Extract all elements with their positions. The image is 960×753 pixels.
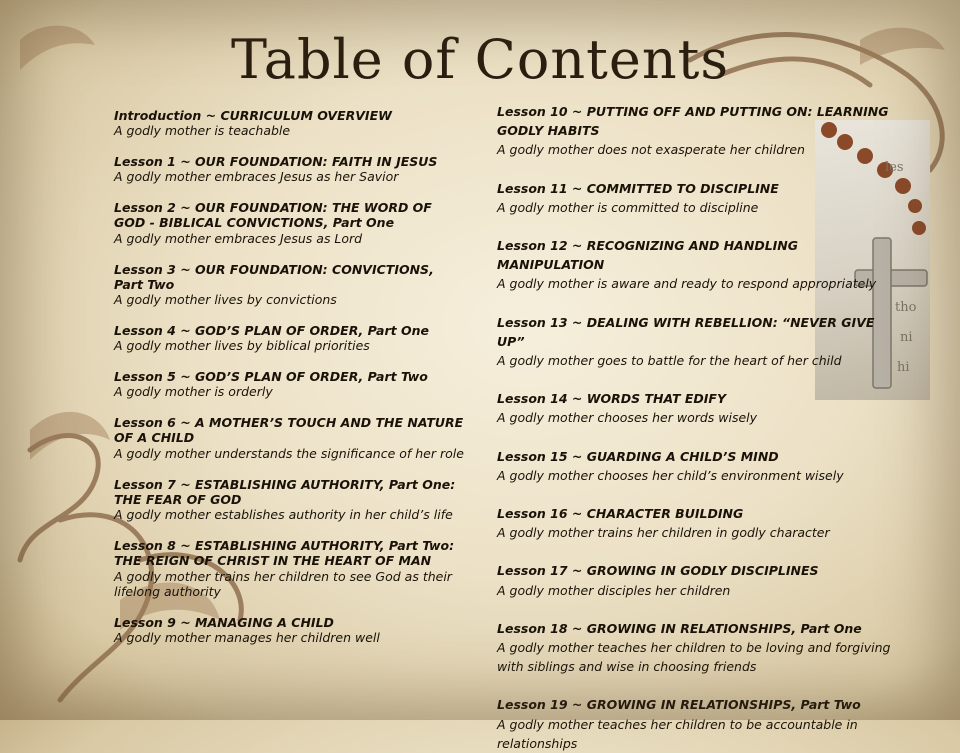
toc-entry[interactable] — [114, 615, 466, 646]
rosary-photo: les tho ni hi — [815, 120, 930, 400]
toc-entry[interactable] — [497, 313, 897, 371]
toc-entry[interactable] — [497, 619, 897, 677]
entry-subtitle: A godly mother does not exasperate her children — [497, 142, 805, 158]
entry-heading: Lesson 19 ~ GROWING IN RELATIONSHIPS, Part Two — [497, 697, 861, 713]
entry-subtitle: A godly mother trains her children to see God as their lifelong authority — [114, 568, 452, 599]
entry-subtitle: A godly mother embraces Jesus as her Savior — [114, 169, 399, 185]
toc-entry[interactable] — [114, 369, 466, 400]
toc-entry[interactable] — [497, 561, 897, 599]
toc-entry[interactable] — [497, 695, 897, 753]
entry-heading: Lesson 15 ~ GUARDING A CHILD’S MIND — [497, 448, 779, 464]
toc-left-column — [114, 108, 466, 661]
entry-heading: Lesson 14 ~ WORDS THAT EDIFY — [497, 391, 727, 407]
toc-entry[interactable] — [114, 323, 466, 354]
entry-heading: Lesson 11 ~ COMMITTED TO DISCIPLINE — [497, 180, 779, 196]
entry-subtitle: A godly mother manages her children well — [114, 629, 380, 645]
entry-subtitle: A godly mother lives by biblical priorities — [114, 338, 370, 354]
toc-entry[interactable] — [114, 262, 466, 308]
entry-subtitle: A godly mother understands the significance of her role — [114, 445, 464, 461]
entry-subtitle: A godly mother establishes authority in her child’s life — [114, 507, 453, 523]
entry-heading: Lesson 13 ~ DEALING WITH REBELLION: “NEVER GIVE UP” — [497, 314, 875, 349]
entry-heading: Lesson 6 ~ A MOTHER’S TOUCH AND THE NATURE OF A CHILD — [114, 415, 464, 446]
toc-entry[interactable] — [114, 154, 466, 185]
entry-subtitle: A godly mother teaches her children to be accountable in relationships — [497, 716, 858, 751]
entry-heading: Lesson 17 ~ GROWING IN GODLY DISCIPLINES — [497, 563, 819, 579]
toc-right-column — [497, 102, 897, 753]
entry-heading: Lesson 8 ~ ESTABLISHING AUTHORITY, Part Two: THE REIGN OF CHRIST IN THE HEART OF MAN — [114, 537, 455, 569]
entry-subtitle: A godly mother embraces Jesus as Lord — [114, 230, 363, 246]
toc-entry[interactable] — [497, 389, 897, 427]
entry-subtitle: A godly mother teaches her children to be loving and forgiving with siblings and wise in choosing friends — [497, 640, 891, 675]
toc-entry[interactable] — [497, 102, 897, 160]
entry-heading: Lesson 10 ~ PUTTING OFF AND PUTTING ON: LEARNING GODLY HABITS — [497, 104, 889, 139]
entry-subtitle: A godly mother trains her children in godly character — [497, 525, 830, 541]
entry-subtitle: A godly mother chooses her child’s environment wisely — [497, 467, 844, 483]
entry-subtitle: A godly mother is aware and ready to respond appropriately — [497, 276, 877, 292]
toc-entry[interactable] — [497, 447, 897, 485]
entry-heading: Lesson 5 ~ GOD’S PLAN OF ORDER, Part Two — [114, 369, 428, 385]
toc-entry[interactable] — [497, 179, 897, 217]
entry-subtitle: A godly mother chooses her words wisely — [497, 410, 758, 426]
toc-entry[interactable] — [114, 477, 466, 523]
entry-subtitle: A godly mother is teachable — [114, 123, 291, 139]
entry-subtitle: A godly mother goes to battle for the heart of her child — [497, 353, 842, 369]
entry-heading: Lesson 4 ~ GOD’S PLAN OF ORDER, Part One — [114, 322, 429, 338]
toc-entry[interactable] — [497, 504, 897, 542]
entry-heading: Lesson 7 ~ ESTABLISHING AUTHORITY, Part One: THE FEAR OF GOD — [114, 476, 456, 507]
entry-heading: Lesson 16 ~ CHARACTER BUILDING — [497, 506, 744, 522]
toc-entry[interactable] — [114, 538, 466, 599]
entry-heading: Lesson 9 ~ MANAGING A CHILD — [114, 614, 334, 630]
toc-entry[interactable] — [497, 236, 897, 294]
entry-heading: Lesson 18 ~ GROWING IN RELATIONSHIPS, Part One — [497, 620, 862, 636]
entry-subtitle: A godly mother is orderly — [114, 384, 273, 400]
toc-entry[interactable] — [114, 415, 466, 461]
entry-heading: Lesson 1 ~ OUR FOUNDATION: FAITH IN JESUS — [114, 154, 438, 170]
entry-subtitle: A godly mother is committed to discipline — [497, 199, 759, 215]
entry-subtitle: A godly mother disciples her children — [497, 582, 731, 598]
entry-heading: Lesson 2 ~ OUR FOUNDATION: THE WORD OF GOD - BIBLICAL CONVICTIONS, Part One — [114, 200, 432, 231]
entry-heading: Introduction ~ CURRICULUM OVERVIEW — [114, 108, 392, 123]
entry-heading: Lesson 3 ~ OUR FOUNDATION: CONVICTIONS, Part Two — [114, 261, 434, 292]
entry-subtitle: A godly mother lives by convictions — [114, 292, 337, 308]
toc-entry[interactable] — [114, 200, 466, 246]
toc-entry[interactable] — [114, 108, 466, 139]
entry-heading: Lesson 12 ~ RECOGNIZING AND HANDLING MANIPULATION — [497, 238, 799, 273]
page-title: Table of Contents — [230, 28, 730, 91]
